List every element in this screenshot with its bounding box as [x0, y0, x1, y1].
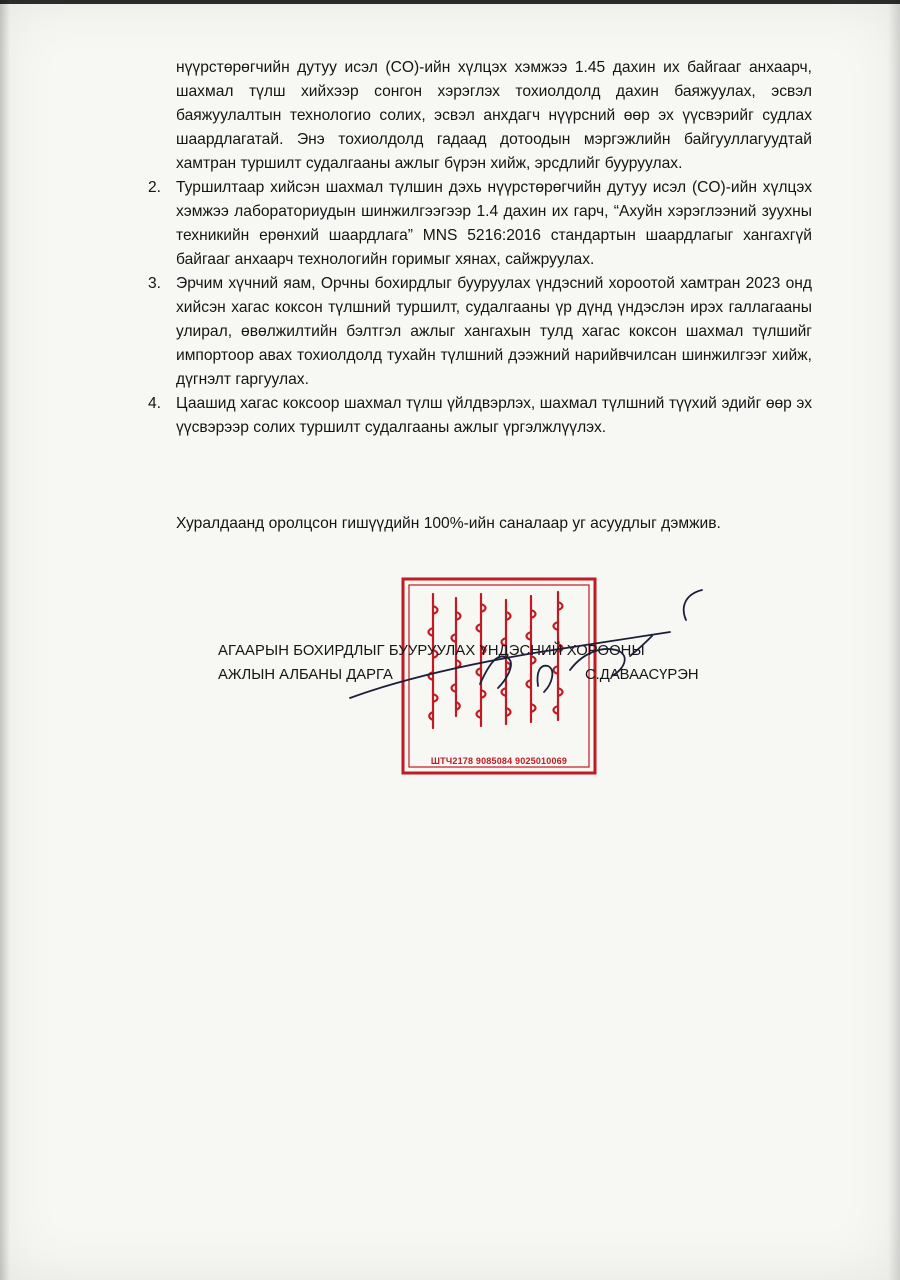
signatory-organization: АГААРЫН БОХИРДЛЫГ БУУРУУЛАХ ҮНДЭСНИЙ ХОРООНЫ	[218, 643, 645, 659]
list-item-2	[148, 176, 812, 272]
signatory-title: АЖЛЫН АЛБАНЫ ДАРГА	[218, 667, 393, 683]
scan-left-shadow	[0, 0, 10, 1280]
scan-right-shadow	[888, 0, 900, 1280]
list-item-number: 4.	[148, 395, 162, 412]
handwritten-signature	[330, 580, 730, 700]
stamp-registration-number: ШТЧ2178 9085084 9025010069	[430, 756, 568, 766]
signatory-name: С.ДАВААСҮРЭН	[585, 667, 699, 683]
document-body	[148, 56, 812, 440]
list-item-3	[148, 272, 812, 392]
list-item-number: 3.	[148, 275, 162, 292]
list-item-text: Эрчим хүчний яам, Орчны бохирдлыг бууруулах үндэсний хороотой хамтран 2023 онд хийсэн хагас коксон түлшний туршилт, судалгааны үр дүнд үндэслэн ирэх галлагааны улирал, өвөлжилтийн бэлтгэл ажлыг хангахын тулд хагас коксон шахмал түлшийг импортоор авах тохиолдолд тухайн түлшний дээжний нарийвчилсан шинжилгээг хийж, дүгнэлт гаргуулах.	[176, 275, 812, 388]
list-item-4	[148, 392, 812, 440]
continuation-paragraph: нүүрстөрөгчийн дутуу исэл (CO)-ийн хүлцэх хэмжээ 1.45 дахин их байгааг анхаарч, шахмал түлш хийхээр сонгон хэрэглэх тохиолдолд дахин баяжуулах, эсвэл баяжуулалтын технологио солих, эсвэл анхдагч нүүрсний өөр эх үүсвэрийг судлах шаардлагатай. Энэ тохиолдолд гадаад дотоодын мэргэжлийн байгууллагуудтай хамтран туршилт судалгааны ажлыг бүрэн хийж, эрсдлийг бууруулах.	[176, 59, 812, 172]
list-item-number: 2.	[148, 179, 162, 196]
scan-top-edge	[0, 0, 900, 4]
list-item-text: Цаашид хагас коксоор шахмал түлш үйлдвэрлэх, шахмал түлшний түүхий эдийг өөр эх үүсвэрээр солих туршилт судалгааны ажлыг үргэлжлүүлэх.	[176, 395, 812, 436]
list-item-text: Туршилтаар хийсэн шахмал түлшин дэхь нүүрстөрөгчийн дутуу исэл (CO)-ийн хүлцэх хэмжээ лабораториудын шинжилгээгээр 1.4 дахин их гарч, “Ахуйн хэрэглээний зуухны техникийн ерөнхий шаардлага” MNS 5216:2016 стандартын шаардлагыг хангахгүй байгааг анхаарч технологийн горимыг хянах, сайжруулах.	[176, 179, 812, 268]
vote-statement: Хуралдаанд оролцсон гишүүдийн 100%-ийн саналаар уг асуудлыг дэмжив.	[176, 515, 721, 532]
